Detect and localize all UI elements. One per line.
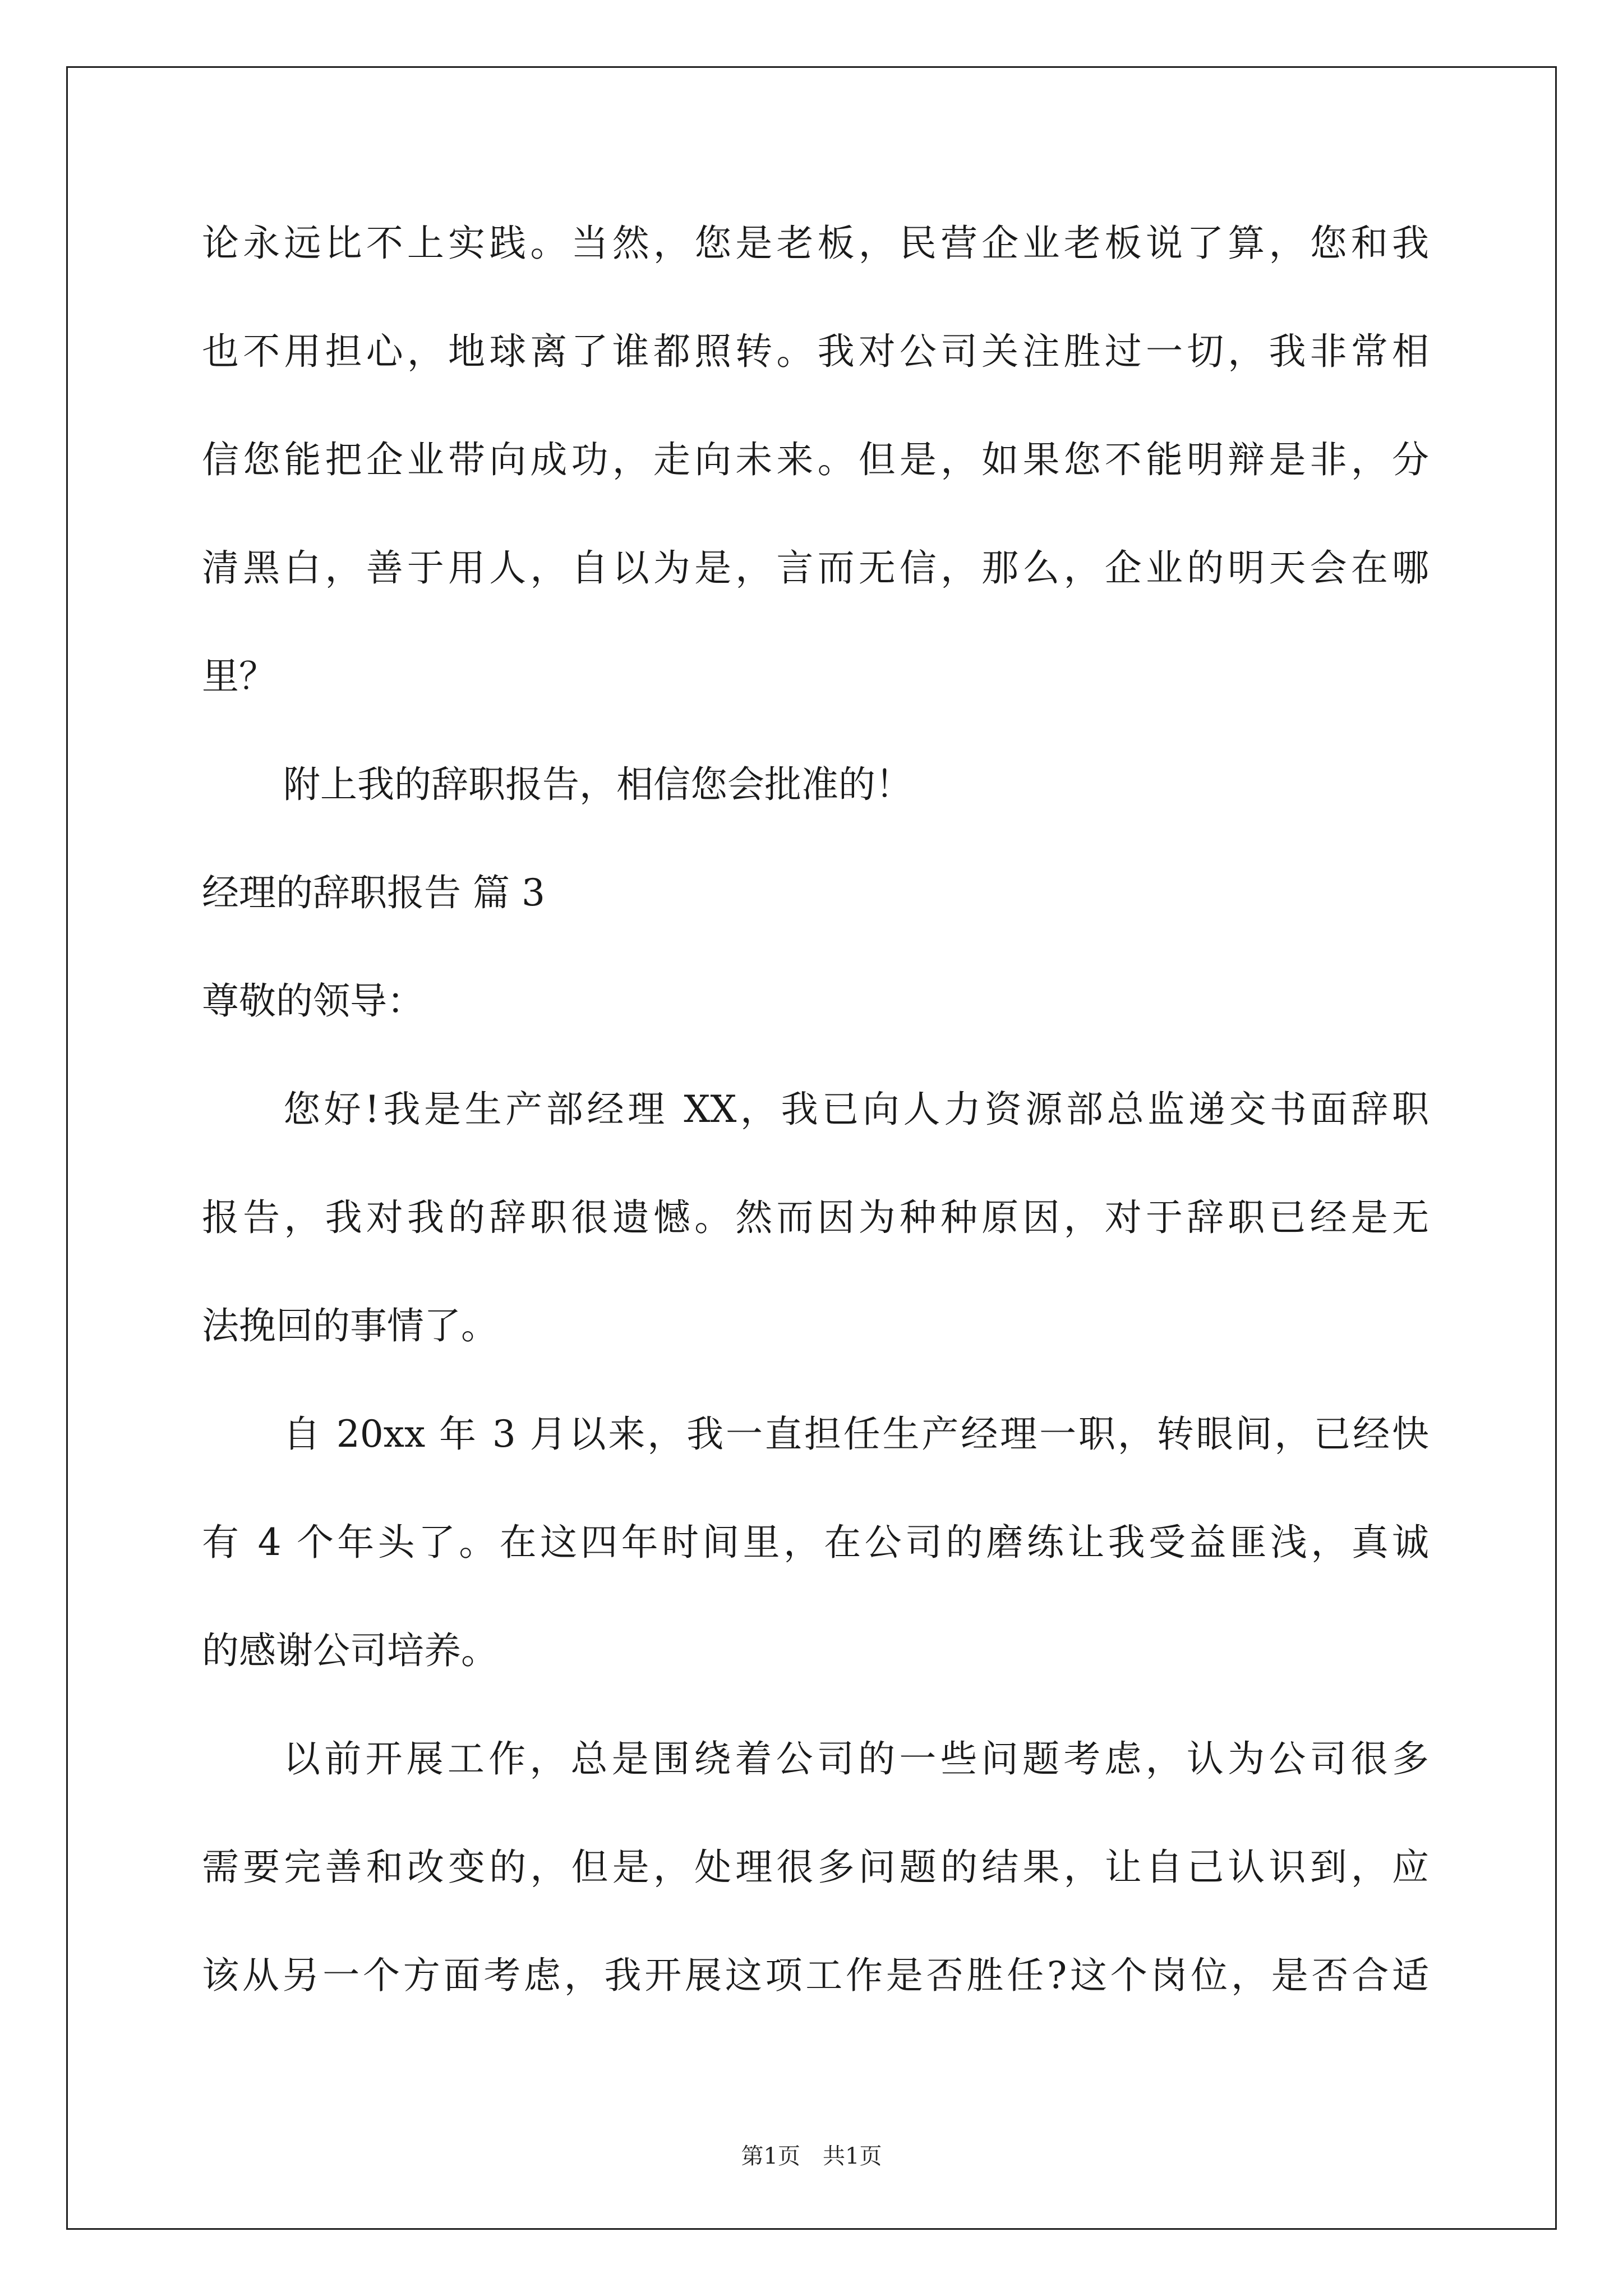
text-line: 报告，我对我的辞职很遗憾。然而因为种种原因，对于辞职已经是无 — [202, 1196, 1429, 1239]
text-line: 需要完善和改变的，但是，处理很多问题的结果，让自己认识到，应 — [202, 1846, 1429, 1889]
text-line: 的感谢公司培养。 — [202, 1629, 498, 1672]
text-line: 以前开展工作，总是围绕着公司的一些问题考虑，认为公司很多 — [283, 1737, 1429, 1780]
text-line: 有 4 个年头了。在这四年时间里，在公司的磨练让我受益匪浅，真诚 — [202, 1521, 1429, 1564]
text-line: 该从另一个方面考虑，我开展这项工作是否胜任?这个岗位，是否合适 — [202, 1954, 1429, 1997]
text-line: 信您能把企业带向成功，走向未来。但是，如果您不能明辩是非，分 — [202, 438, 1429, 481]
page-footer: 第1页 共1页 — [741, 2143, 882, 2169]
text-line: 也不用担心，地球离了谁都照转。我对公司关注胜过一切，我非常相 — [202, 330, 1429, 373]
text-line: 论永远比不上实践。当然，您是老板，民营企业老板说了算，您和我 — [202, 222, 1429, 265]
text-line: 自 20xx 年 3 月以来，我一直担任生产经理一职，转眼间，已经快 — [283, 1412, 1429, 1456]
text-line: 清黑白，善于用人，自以为是，言而无信，那么，企业的明天会在哪 — [202, 546, 1429, 590]
text-line: 您好!我是生产部经理 XX，我已向人力资源部总监递交书面辞职 — [283, 1088, 1429, 1131]
salutation: 尊敬的领导： — [202, 979, 424, 1023]
document-body — [202, 220, 1429, 1999]
text-line: 附上我的辞职报告，相信您会批准的！ — [283, 763, 912, 806]
text-line: 法挽回的事情了。 — [202, 1304, 498, 1347]
section-heading: 经理的辞职报告 篇 3 — [202, 871, 545, 914]
text-line: 里？ — [202, 655, 276, 698]
